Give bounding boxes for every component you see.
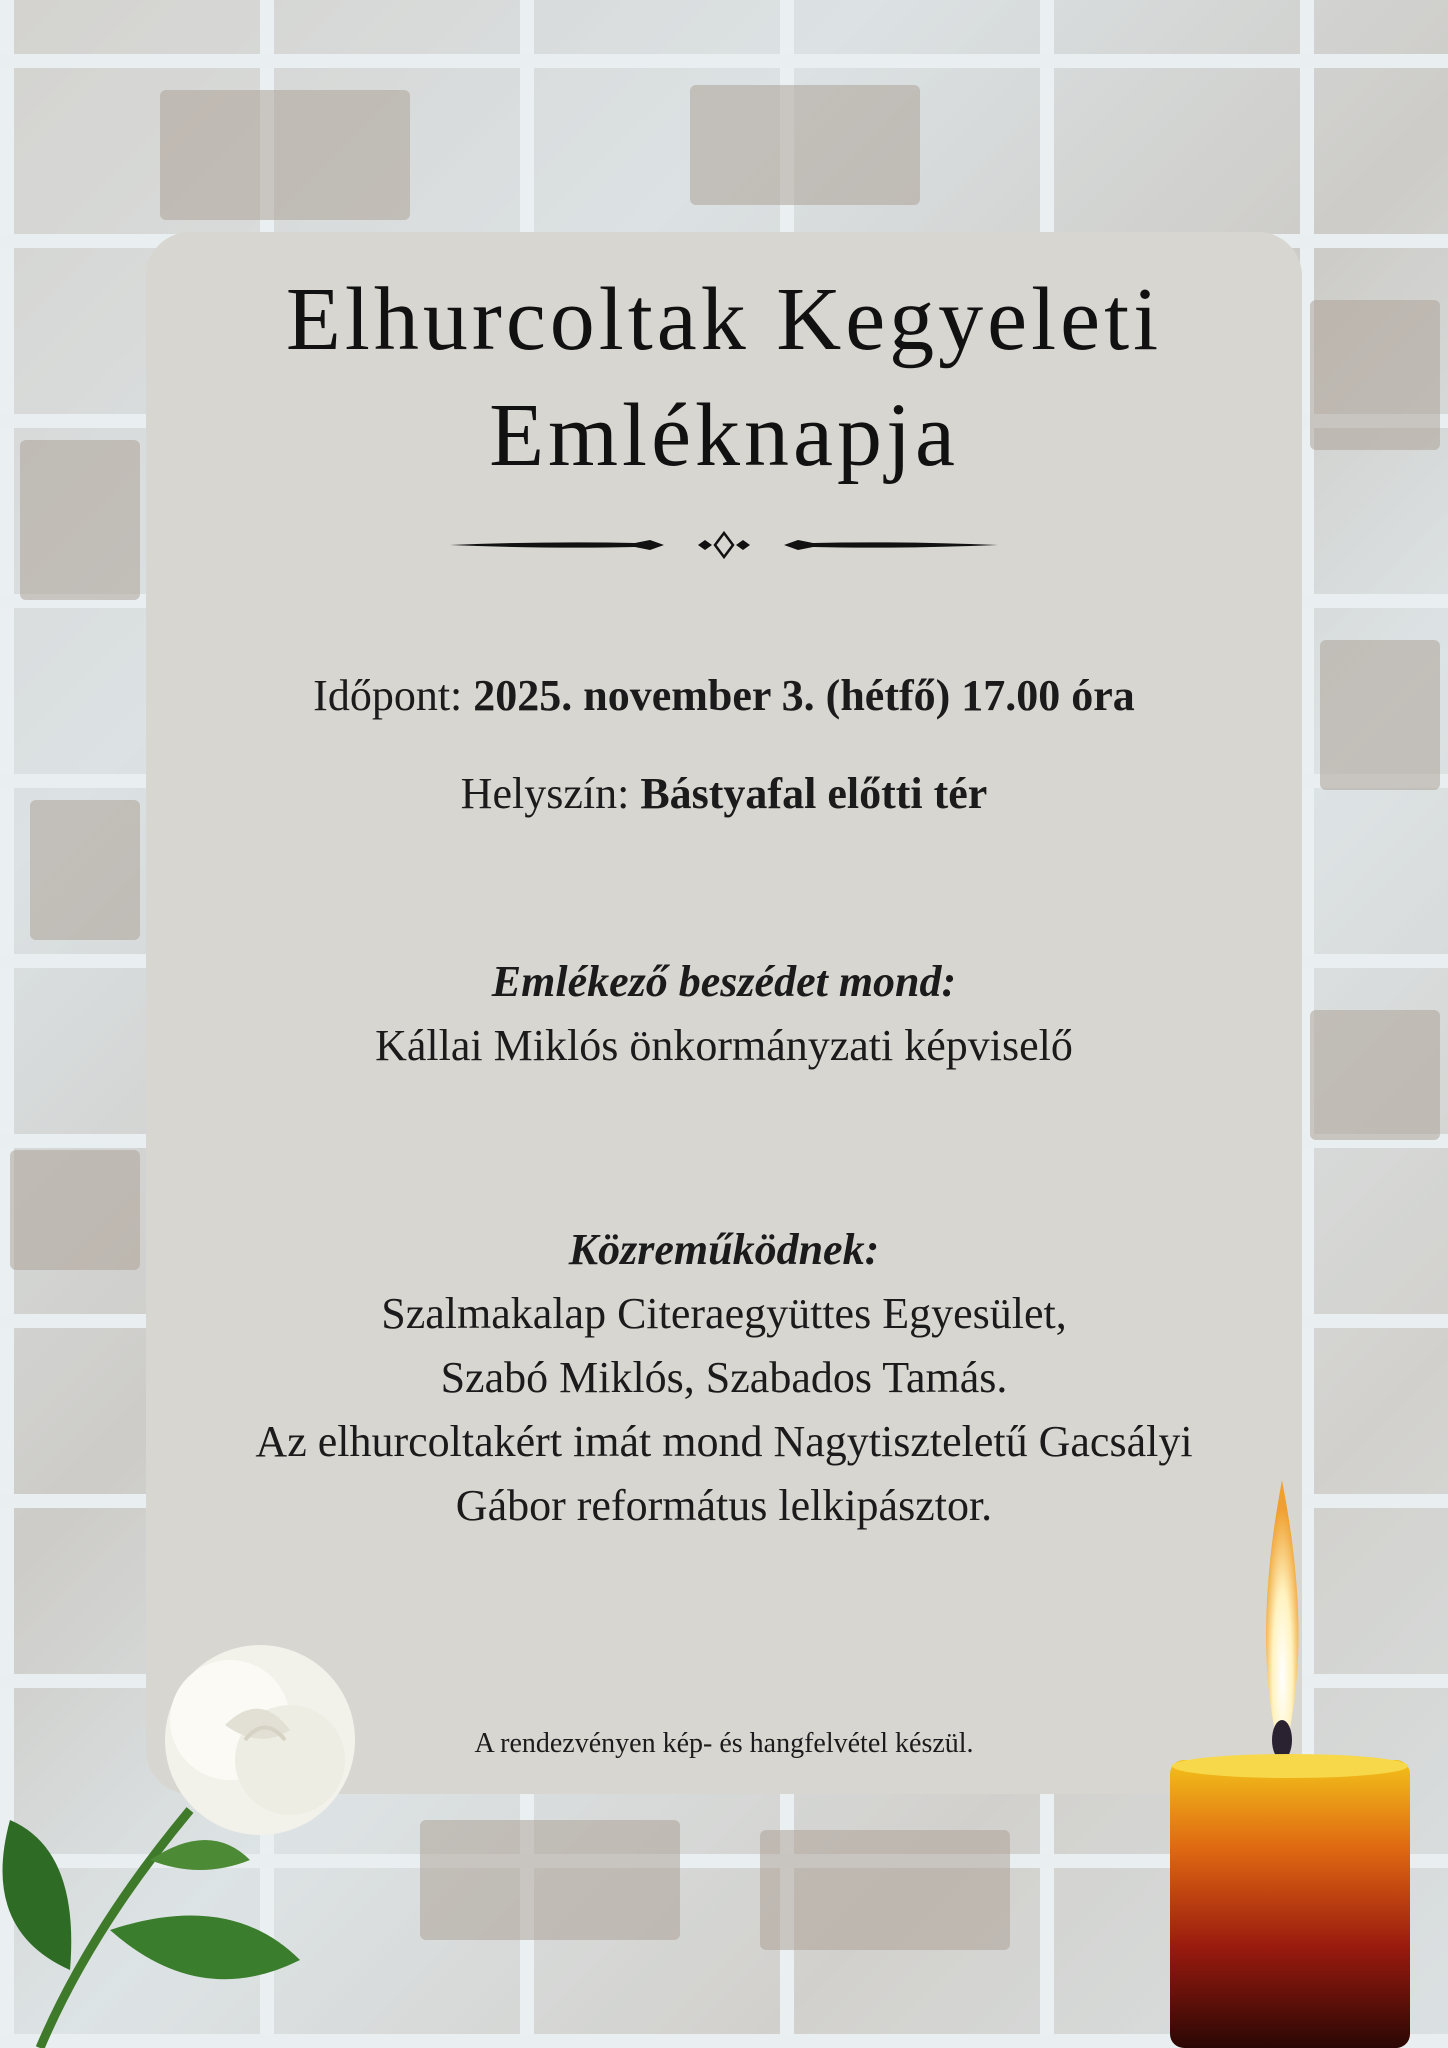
contrib-line: Szalmakalap Citeraegyüttes Egyesület, [381,1289,1067,1338]
contrib-line: Az elhurcoltakért imát mond Nagytiszteletű Gacsályi [255,1417,1193,1466]
contrib-line: Gábor református lelkipásztor. [455,1481,993,1530]
footer-note: A rendezvényen kép- és hangfelvétel készül. [474,1728,974,1759]
white-rose-icon [0,1630,380,2048]
ornament-divider-icon [450,530,998,560]
time-value: 2025. november 3. (hétfő) 17.00 óra [473,671,1135,720]
place-value: Bástyafal előtti tér [640,769,988,818]
event-place [146,768,1302,819]
title-line-1: Elhurcoltak Kegyeleti [285,270,1163,369]
speaker-name: Kállai Miklós önkormányzati képviselő [375,1021,1073,1070]
speech-label: Emlékező beszédet mond: [491,957,957,1006]
page-title [146,262,1302,494]
title-line-2: Emléknapja [489,386,959,485]
place-label: Helyszín: [460,769,630,818]
event-time [146,670,1302,721]
time-label: Időpont: [313,671,463,720]
contrib-line: Szabó Miklós, Szabados Tamás. [440,1353,1008,1402]
candle-icon [1160,1470,1448,2048]
contrib-label: Közreműködnek: [568,1225,880,1274]
